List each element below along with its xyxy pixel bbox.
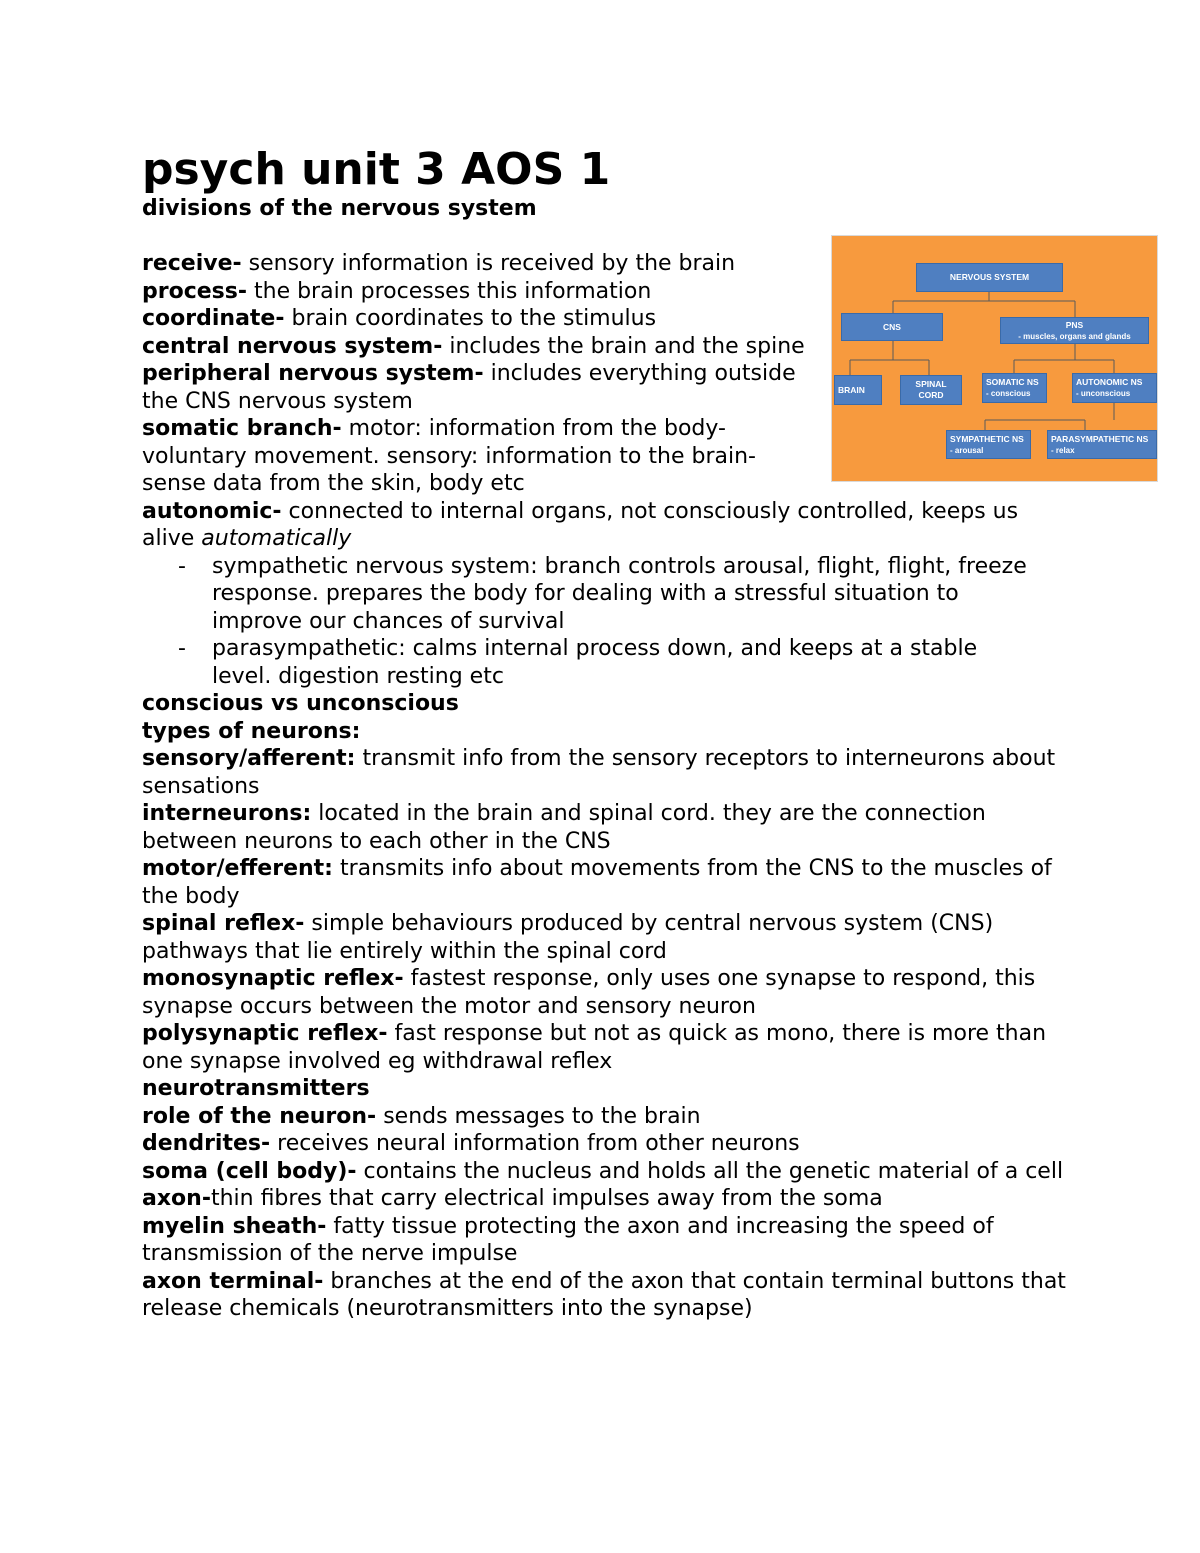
page-title: psych unit 3 AOS 1 <box>142 144 611 195</box>
def-receive: sensory information is received by the brain <box>241 251 736 276</box>
autonomic-bullet-list <box>142 553 1072 691</box>
node-cns-label: CNS <box>883 321 901 332</box>
def-somatic-branch: motor: information from the body- voluntary movement. sensory: information to the brain- sense data from the skin, body etc <box>142 416 756 496</box>
heading-conscious-text: conscious vs unconscious <box>142 691 459 716</box>
term-receive: receive- <box>142 251 242 276</box>
term-process: process- <box>142 278 247 304</box>
def-polysynaptic-reflex: fast response but not as quick as mono, there is more than one synapse involved eg withdrawal reflex <box>142 1021 1047 1074</box>
def-interneurons: located in the brain and spinal cord. they are the connection between neurons to each other in the CNS <box>142 801 986 854</box>
note-receive <box>142 250 807 278</box>
node-nervous-system-label: NERVOUS SYSTEM <box>949 272 1030 282</box>
node-sympathetic-sublabel: - arousal <box>950 445 984 455</box>
node-parasympathetic-sublabel: - relax <box>1051 445 1075 455</box>
term-motor-efferent: motor/efferent: <box>142 856 333 881</box>
node-pns-sublabel: - muscles, organs and glands <box>1018 331 1131 341</box>
note-polysynaptic-reflex <box>142 1020 1072 1075</box>
term-sensory-afferent: sensory/afferent: <box>142 746 356 771</box>
term-monosynaptic-reflex: monosynaptic reflex- <box>142 966 404 991</box>
bullet-parasympathetic <box>142 635 1042 690</box>
def-spinal-reflex: simple behaviours produced by central nervous system (CNS) pathways that lie entirely within the spinal cord <box>142 911 994 964</box>
note-process <box>142 278 807 306</box>
note-axon <box>142 1185 1072 1213</box>
note-axon-terminal <box>142 1268 1072 1323</box>
note-peripheral-nervous-system <box>142 360 807 415</box>
node-spinal-cord-label-1: SPINAL <box>915 379 947 389</box>
node-parasympathetic-label: PARASYMPATHETIC NS <box>1051 433 1149 444</box>
note-sensory-afferent <box>142 745 1072 800</box>
heading-neurotransmitters <box>142 1075 1072 1103</box>
def-axon: thin fibres that carry electrical impulses away from the soma <box>210 1186 883 1211</box>
heading-conscious-vs-unconscious <box>142 690 1072 718</box>
bullet-dash: - <box>178 636 186 661</box>
def-dendrites: receives neural information from other neurons <box>270 1131 800 1156</box>
note-autonomic <box>142 498 1072 553</box>
note-dendrites <box>142 1130 1072 1158</box>
bullet-dash: - <box>178 553 186 579</box>
node-brain-label: BRAIN <box>838 384 865 395</box>
note-role-of-neuron <box>142 1103 1072 1131</box>
term-polysynaptic-reflex: polysynaptic reflex- <box>142 1021 388 1046</box>
note-somatic-branch <box>142 415 807 498</box>
bullet-parasympathetic-text: parasympathetic: calms internal process down, and keeps at a stable level. digestion resting etc <box>212 636 978 689</box>
node-pns-label: PNS <box>1065 319 1084 330</box>
page-subtitle: divisions of the nervous system <box>142 196 537 221</box>
term-peripheral-nervous-system: peripheral nervous system- <box>142 361 484 386</box>
notes-body <box>142 250 1072 1323</box>
note-myelin-sheath <box>142 1213 1072 1268</box>
def-process: the brain processes this information <box>247 278 652 304</box>
term-dendrites: dendrites- <box>142 1131 271 1156</box>
note-interneurons <box>142 800 1072 855</box>
note-motor-efferent <box>142 855 1072 910</box>
node-somatic-label: SOMATIC NS <box>986 377 1039 387</box>
term-central-nervous-system: central nervous system- <box>142 333 443 359</box>
def-central-nervous-system: includes the brain and the spine <box>442 333 805 359</box>
term-somatic-branch: somatic branch- <box>142 416 342 441</box>
term-soma: soma (cell body)- <box>142 1158 357 1184</box>
def-soma: contains the nucleus and holds all the genetic material of a cell <box>356 1158 1064 1184</box>
term-coordinate: coordinate- <box>142 306 285 331</box>
node-sympathetic-label: SYMPATHETIC NS <box>950 433 1024 444</box>
term-interneurons: interneurons: <box>142 801 312 826</box>
term-autonomic: autonomic- <box>142 498 282 524</box>
heading-neurotransmitters-text: neurotransmitters <box>142 1076 370 1101</box>
heading-types-of-neurons <box>142 718 1072 746</box>
def-peripheral-nervous-system: includes everything outside the CNS nervous system <box>142 361 796 414</box>
bullet-sympathetic-text: sympathetic nervous system: branch controls arousal, flight, flight, freeze response. prepares the body for dealing with a stressful situation to improve our chances of survival <box>212 553 1027 634</box>
def-motor-efferent: transmits info about movements from the CNS to the muscles of the body <box>142 856 1052 909</box>
term-axon-terminal: axon terminal- <box>142 1268 324 1294</box>
term-myelin-sheath: myelin sheath- <box>142 1213 327 1239</box>
node-autonomic-ns <box>1072 373 1157 403</box>
def-role-of-neuron: sends messages to the brain <box>376 1103 701 1129</box>
def-autonomic: connected to internal organs, not consciously controlled, keeps us alive <box>142 498 1019 551</box>
def-myelin-sheath: fatty tissue protecting the axon and increasing the speed of transmission of the nerve impulse <box>142 1213 994 1266</box>
def-autonomic-italic: automatically <box>201 526 352 551</box>
note-monosynaptic-reflex <box>142 965 1072 1020</box>
node-spinal-cord-label-2: CORD <box>918 390 944 400</box>
def-axon-terminal: branches at the end of the axon that contain terminal buttons that release chemicals (neurotransmitters into the synapse) <box>142 1268 1066 1321</box>
def-sensory-afferent: transmit info from the sensory receptors to interneurons about sensations <box>142 746 1056 799</box>
note-central-nervous-system <box>142 333 807 361</box>
bullet-sympathetic <box>142 553 1042 636</box>
node-somatic-sublabel: - conscious <box>986 389 1031 398</box>
note-spinal-reflex <box>142 910 1072 965</box>
def-monosynaptic-reflex: fastest response, only uses one synapse to respond, this synapse occurs between the motor and sensory neuron <box>142 966 1036 1019</box>
def-coordinate: brain coordinates to the stimulus <box>284 306 657 331</box>
term-role-of-neuron: role of the neuron- <box>142 1103 377 1129</box>
term-spinal-reflex: spinal reflex- <box>142 911 305 936</box>
node-autonomic-sublabel: - unconscious <box>1076 389 1131 398</box>
note-coordinate <box>142 305 807 333</box>
term-axon: axon- <box>142 1186 211 1211</box>
heading-neurons-text: types of neurons: <box>142 718 361 744</box>
note-soma <box>142 1158 1072 1186</box>
node-autonomic-label: AUTONOMIC NS <box>1076 377 1143 387</box>
